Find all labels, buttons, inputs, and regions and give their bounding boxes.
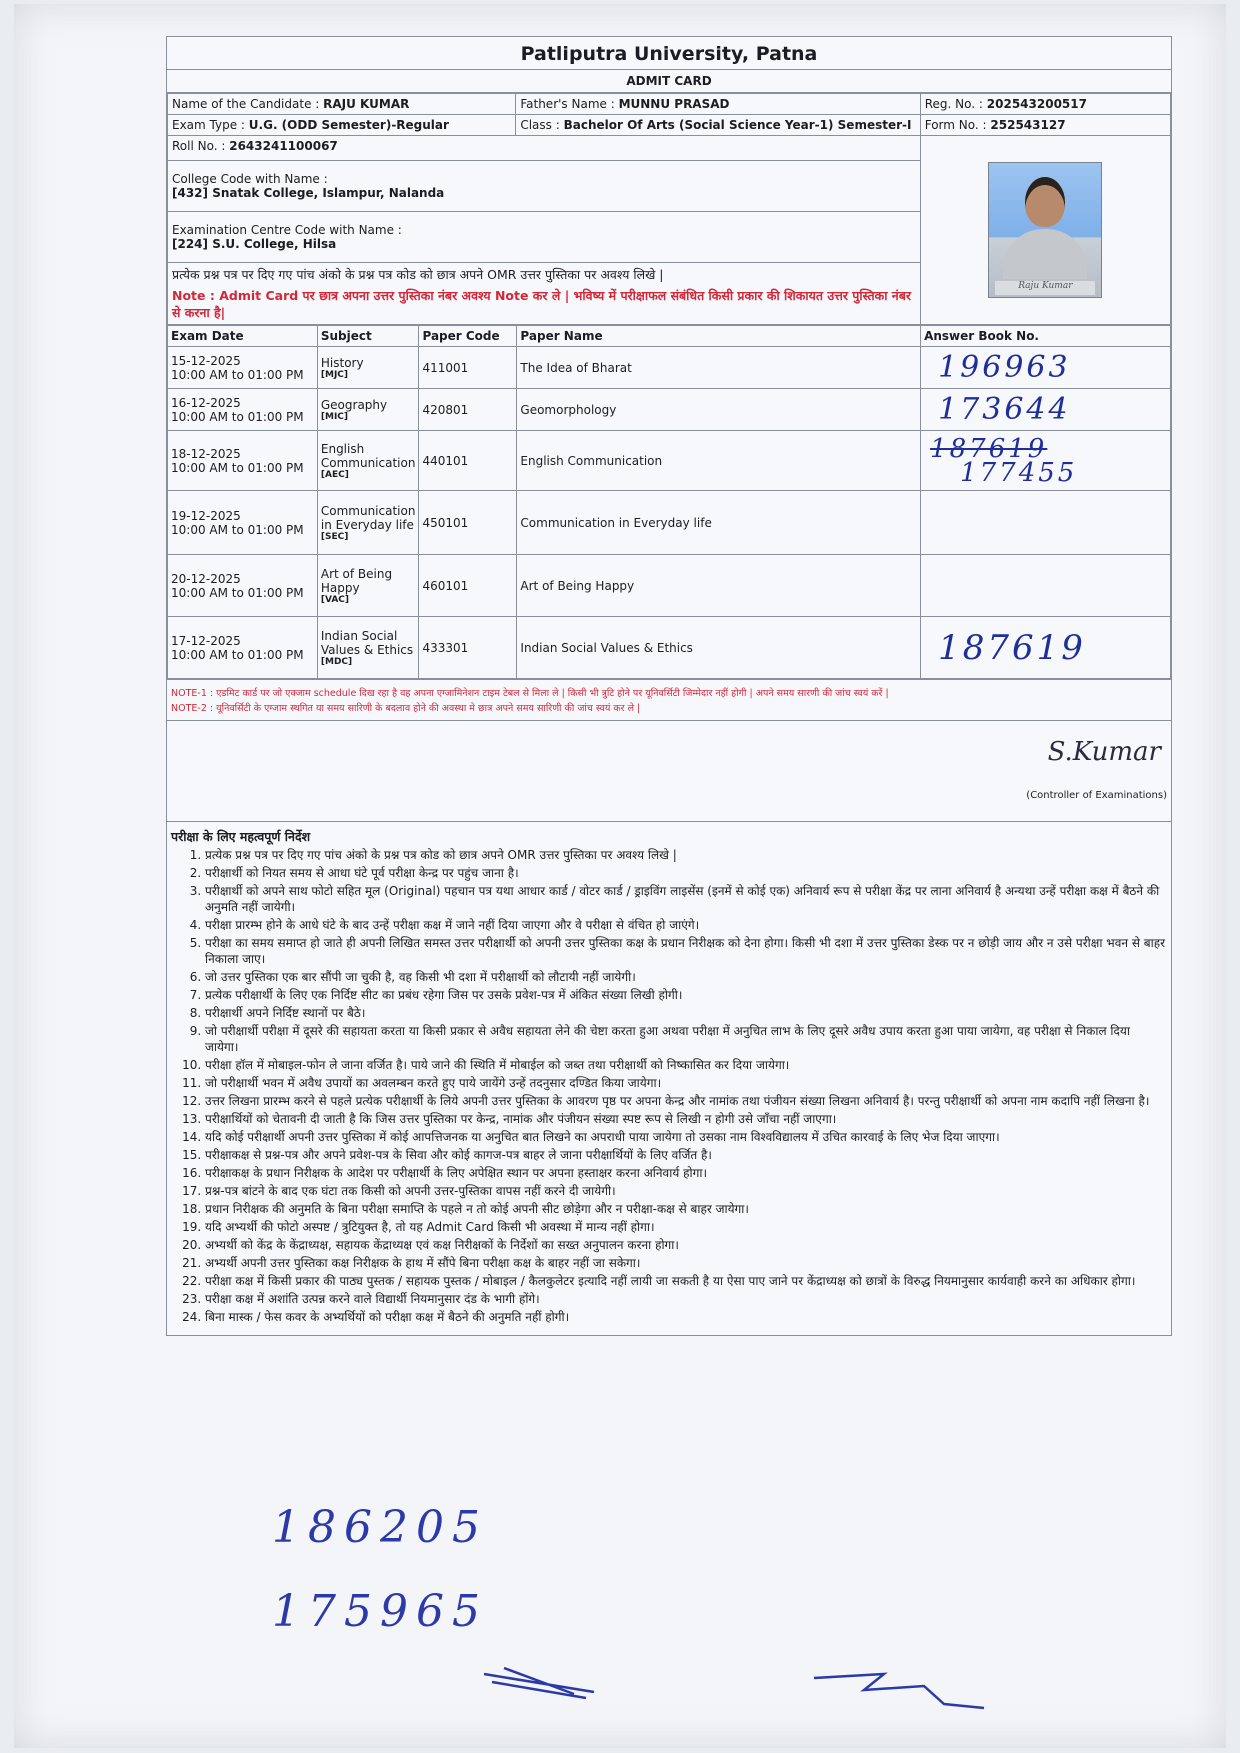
subject-tag: [MJC]: [320, 369, 349, 380]
paper-name: The Idea of Bharat: [517, 347, 921, 389]
instruction-item: 23. परीक्षा कक्ष में अशांति उत्पन्न करने वाले विद्यार्थी नियमानुसार दंड के भागी होंगे।: [205, 1291, 1167, 1307]
instructions-title: परीक्षा के लिए महत्वपूर्ण निर्देश: [171, 829, 311, 844]
instructions-section: [167, 822, 1171, 1335]
paper-code: 411001: [419, 347, 517, 389]
table-row: [168, 491, 1171, 555]
table-row: [168, 347, 1171, 389]
instruction-item: 8. परीक्षार्थी अपने निर्दिष्ट स्थानों पर बैठे।: [205, 1005, 1167, 1021]
centre-value: [224] S.U. College, Hilsa: [172, 237, 337, 251]
col-paper-code: Paper Code: [419, 326, 517, 347]
notice-cell: [168, 263, 921, 325]
college-value: [432] Snatak College, Islampur, Nalanda: [172, 186, 445, 200]
pen-scribble-right: [804, 1664, 1004, 1724]
subject: English Communication: [320, 441, 416, 470]
instruction-item: 12. उत्तर लिखना प्रारम्भ करने से पहले प्रत्येक परीक्षार्थी के लिये अपनी उत्तर पुस्तिका के आवरण पृष्ठ पर अपना केन्द्र और नामांक तथा पंजीयन संख्या लिखना अनिवार्य है। परन्तु परीक्षार्थी को अपना नाम कदापि नहीं लिखना है।: [205, 1093, 1167, 1109]
exam-table-header: [168, 326, 1171, 347]
subject: Geography: [320, 397, 388, 412]
form-no: 252543127: [990, 118, 1066, 132]
exam-type-label: Exam Type :: [172, 118, 245, 132]
instruction-item: 13. परीक्षार्थियों को चेतावनी दी जाती है कि जिस उत्तर पुस्तिका पर केन्द्र, नामांक और पंजीयन संख्या स्पष्ट रूप से लिखी न होगी उसे जाँचा नहीं जाएगा।: [205, 1111, 1167, 1127]
exam-time: 10:00 AM to 01:00 PM: [171, 585, 304, 600]
instruction-item: 19. यदि अभ्यर्थी की फोटो अस्पष्ट / त्रुटियुक्त है, तो यह Admit Card किसी भी अवस्था में मान्य नहीं होगा।: [205, 1219, 1167, 1235]
subject-tag: [AEC]: [320, 469, 349, 480]
form-no-label: Form No. :: [924, 118, 987, 132]
pen-scribble-left: [474, 1654, 614, 1704]
exam-date: 16-12-2025: [171, 395, 241, 410]
table-row: [168, 555, 1171, 617]
subject-tag: [MDC]: [320, 656, 353, 667]
exam-date: 15-12-2025: [171, 353, 241, 368]
instruction-item: 24. बिना मास्क / फेस कवर के अभ्यर्थियों को परीक्षा कक्ष में बैठने की अनुमति नहीं होगी।: [205, 1309, 1167, 1325]
photo-body-shape: [1003, 229, 1087, 279]
exam-type-cell: [168, 115, 516, 136]
instruction-item: 14. यदि कोई परीक्षार्थी अपनी उत्तर पुस्तिका में कोई आपत्तिजनक या अनुचित बात लिखने का अपराधी पाया जायेगा तो उसका नाम विश्वविद्यालय में उचित कारवाई के लिए भेज दिया जाएगा।: [205, 1129, 1167, 1145]
note-2: NOTE-2 : यूनिवर्सिटी के एग्जाम स्थगित या समय सारिणी के बदलाव होने की अवस्था मे छात्र अपने समय सारिणी की जांच स्वयं कर ले |: [171, 703, 641, 714]
exam-time: 10:00 AM to 01:00 PM: [171, 522, 304, 537]
subject: Communication in Everyday life: [320, 503, 416, 532]
class-label: Class :: [520, 118, 560, 132]
photo-cell: [920, 136, 1170, 325]
exam-time: 10:00 AM to 01:00 PM: [171, 367, 304, 382]
reg-no-label: Reg. No. :: [924, 97, 983, 111]
exam-time: 10:00 AM to 01:00 PM: [171, 460, 304, 475]
controller-label: (Controller of Examinations): [1026, 790, 1167, 801]
subject: Art of Being Happy: [320, 566, 393, 595]
subject-tag: [SEC]: [320, 531, 349, 542]
handwritten-number-1: 186205: [272, 1502, 488, 1553]
instruction-item: 5. परीक्षा का समय समाप्त हो जाते ही अपनी लिखित समस्त उत्तर परीक्षार्थी को अपनी उत्तर पुस्तिका कक्ष के प्रधान निरीक्षक को देना होगा। किसी भी दशा में उत्तर पुस्तिका डेस्क पर न छोड़ी जाय और न उसे परीक्षा भवन से बाहर निकाला जाए।: [205, 935, 1167, 967]
controller-signature-area: [167, 720, 1171, 822]
exam-schedule-table: [167, 325, 1171, 679]
photo-signature: Raju Kumar: [995, 281, 1095, 295]
instruction-item: 22. परीक्षा कक्ष में किसी प्रकार की पाठ्य पुस्तक / सहायक पुस्तक / मोबाइल / कैलकुलेटर इत्यादि नहीं लायी जा सकती है या ऐसा पाए जाने पर केंद्राध्यक्ष को छात्रों के विरुद्ध नियमानुसार कार्यवाही करने का अधिकार होगा।: [205, 1273, 1167, 1289]
instruction-item: 17. प्रश्न-पत्र बांटने के बाद एक घंटा तक किसी को अपनी उत्तर-पुस्तिका वापस नहीं करने दी जायेगी।: [205, 1183, 1167, 1199]
table-row: [168, 431, 1171, 491]
paper-code: 450101: [419, 491, 517, 555]
instructions-list: [171, 847, 1167, 1325]
paper-name: Art of Being Happy: [517, 555, 921, 617]
instruction-item: 10. परीक्षा हॉल में मोबाइल-फोन ले जाना वर्जित है। पाये जाने की स्थिति में मोबाईल को जब्त तथा परीक्षार्थी को निष्कासित कर दिया जायेगा।: [205, 1057, 1167, 1073]
omr-notice: प्रत्येक प्रश्न पत्र पर दिए गए पांच अंको के प्रश्न पत्र कोड को छात्र अपने OMR उत्तर पुस्तिका पर अवश्य लिखे |: [172, 267, 664, 282]
college-cell: [168, 161, 921, 212]
handwritten-number-2: 175965: [272, 1586, 488, 1637]
reg-no-cell: [920, 94, 1170, 115]
instruction-item: 2. परीक्षार्थी को नियत समय से आधा घंटे पूर्व परीक्षा केन्द्र पर पहुंच जाना है।: [205, 865, 1167, 881]
instruction-item: 4. परीक्षा प्रारम्भ होने के आधे घंटे के बाद उन्हें परीक्षा कक्ष में जाने नहीं दिया जाएगा और वे परीक्षा से वंचित हो जाएंगे।: [205, 917, 1167, 933]
university-title: Patliputra University, Patna: [167, 37, 1171, 70]
answer-book-no: 173644: [938, 391, 1071, 427]
centre-label: Examination Centre Code with Name :: [172, 223, 402, 237]
subject-tag: [MIC]: [320, 411, 349, 422]
col-paper-name: Paper Name: [517, 326, 921, 347]
exam-date: 18-12-2025: [171, 446, 241, 461]
instruction-item: 16. परीक्षाकक्ष के प्रधान निरीक्षक के आदेश पर परीक्षार्थी के लिए अपेक्षित स्थान पर अपना हस्ताक्षर करना अनिवार्य होगा।: [205, 1165, 1167, 1181]
exam-time: 10:00 AM to 01:00 PM: [171, 647, 304, 662]
instruction-item: 7. प्रत्येक परीक्षार्थी के लिए एक निर्दिष्ट सीट का प्रबंध रहेगा जिस पर उसके प्रवेश-पत्र में अंकित संख्या लिखी होगी।: [205, 987, 1167, 1003]
candidate-name-cell: [168, 94, 516, 115]
exam-date: 19-12-2025: [171, 508, 241, 523]
exam-time: 10:00 AM to 01:00 PM: [171, 409, 304, 424]
roll-no-label: Roll No. :: [172, 139, 226, 153]
answer-book-note: Note : Admit Card पर छात्र अपना उत्तर पुस्तिका नंबर अवश्य Note कर ले | भविष्य में परीक्षाफल संबंधित किसी प्रकार की शिकायत उत्तर पुस्तिका नंबर से करना है|: [172, 288, 911, 320]
subject-tag: [VAC]: [320, 594, 350, 605]
subject: Indian Social Values & Ethics: [320, 628, 414, 657]
note-1: NOTE-1 : एडमिट कार्ड पर जो एक्जाम schedule दिख रहा है वह अपना एग्जामिनेशन टाइम टेबल से मिला ले | किसी भी त्रुटि होने पर यूनिवर्सिटी जिम्मेदार नहीं होगी | अपने समय सारणी की जांच स्वयं करें |: [171, 688, 889, 699]
candidate-info-table: [167, 93, 1171, 325]
exam-date: 20-12-2025: [171, 571, 241, 586]
instruction-item: 15. परीक्षाकक्ष से प्रश्न-पत्र और अपने प्रवेश-पत्र के सिवा और कोई कागज-पत्र बाहर ले जाना परीक्षार्थियों के लिए वर्जित है।: [205, 1147, 1167, 1163]
centre-cell: [168, 212, 921, 263]
col-subject: Subject: [317, 326, 419, 347]
form-no-cell: [920, 115, 1170, 136]
paper-code: 420801: [419, 389, 517, 431]
paper-name: Indian Social Values & Ethics: [517, 617, 921, 679]
exam-type: U.G. (ODD Semester)-Regular: [248, 118, 449, 132]
instruction-item: 18. प्रधान निरीक्षक की अनुमति के बिना परीक्षा समाप्ति के पहले न तो कोई अपनी सीट छोड़ेगा और न परीक्षा-कक्ष से बाहर जायेगा।: [205, 1201, 1167, 1217]
college-label: College Code with Name :: [172, 172, 328, 186]
answer-book-no: 187619: [938, 627, 1086, 668]
father-name-label: Father's Name :: [520, 97, 615, 111]
roll-no: 2643241100067: [229, 139, 338, 153]
paper-code: 440101: [419, 431, 517, 491]
col-exam-date: Exam Date: [168, 326, 318, 347]
instruction-item: 21. अभ्यर्थी अपनी उत्तर पुस्तिका कक्ष निरीक्षक के हाथ में सौंपे बिना परीक्षा कक्ष के बाहर नहीं जा सकेगा।: [205, 1255, 1167, 1271]
subject: History: [320, 355, 364, 370]
col-answer-book: Answer Book No.: [921, 326, 1171, 347]
paper-name: English Communication: [517, 431, 921, 491]
instruction-item: 11. जो परीक्षार्थी भवन में अवैध उपायों का अवलम्बन करते हुए पाये जायेंगे उन्हें तदनुसार दण्डित किया जायेगा।: [205, 1075, 1167, 1091]
admit-card: [166, 36, 1172, 1336]
answer-book-no: 196963: [938, 349, 1071, 385]
instruction-item: 20. अभ्यर्थी को केंद्र के केंद्राध्यक्ष, सहायक केंद्राध्यक्ष एवं कक्ष निरीक्षकों के निर्देशों का सख्त अनुपालन करना होगा।: [205, 1237, 1167, 1253]
exam-date: 17-12-2025: [171, 633, 241, 648]
instruction-item: 1. प्रत्येक प्रश्न पत्र पर दिए गए पांच अंको के प्रश्न पत्र कोड को छात्र अपने OMR उत्तर पुस्तिका पर अवश्य लिखे |: [205, 847, 1167, 863]
class-cell: [516, 115, 920, 136]
instruction-item: 3. परीक्षार्थी को अपने साथ फोटो सहित मूल (Original) पहचान पत्र यथा आधार कार्ड / वोटर कार्ड / ड्राइविंग लाइसेंस (इनमें से कोई एक) अनिवार्य रूप से परीक्षा केंद्र पर लाना अनिवार्य है अन्यथा उन्हें परीक्षा कक्ष में बैठने की अनुमति नहीं जायेगी।: [205, 883, 1167, 915]
paper-code: 460101: [419, 555, 517, 617]
paper-sheet: [14, 4, 1226, 1748]
father-name: MUNNU PRASAD: [618, 97, 730, 111]
table-row: [168, 389, 1171, 431]
answer-book-no: 177455: [960, 457, 1078, 488]
controller-signature: S.Kumar: [1047, 737, 1161, 767]
instruction-item: 9. जो परीक्षार्थी परीक्षा में दूसरे की सहायता करता या किसी प्रकार से अवैध सहायता लेने की चेष्टा करता हुआ अथवा परीक्षा में अनुचित लाभ के लिए दूसरे अवैध उपाय करता हुआ पाया जायेगा, वह परीक्षा से निकाल दिया जायेगा।: [205, 1023, 1167, 1055]
paper-name: Geomorphology: [517, 389, 921, 431]
candidate-name-label: Name of the Candidate :: [172, 97, 320, 111]
candidate-name: RAJU KUMAR: [323, 97, 410, 111]
paper-code: 433301: [419, 617, 517, 679]
class-value: Bachelor Of Arts (Social Science Year-1) Semester-I: [563, 118, 912, 132]
photo-head-shape: [1025, 177, 1065, 227]
candidate-photo: [988, 162, 1102, 298]
answer-book-no-struck: 187619: [930, 433, 1048, 464]
instruction-item: 6. जो उत्तर पुस्तिका एक बार सौंपी जा चुकी है, वह किसी भी दशा में परीक्षार्थी को लौटायी नहीं जायेगी।: [205, 969, 1167, 985]
red-notes: [167, 679, 1171, 720]
roll-no-cell: [168, 136, 921, 161]
father-name-cell: [516, 94, 920, 115]
document-title: ADMIT CARD: [167, 70, 1171, 93]
reg-no: 202543200517: [986, 97, 1087, 111]
table-row: [168, 617, 1171, 679]
paper-name: Communication in Everyday life: [517, 491, 921, 555]
